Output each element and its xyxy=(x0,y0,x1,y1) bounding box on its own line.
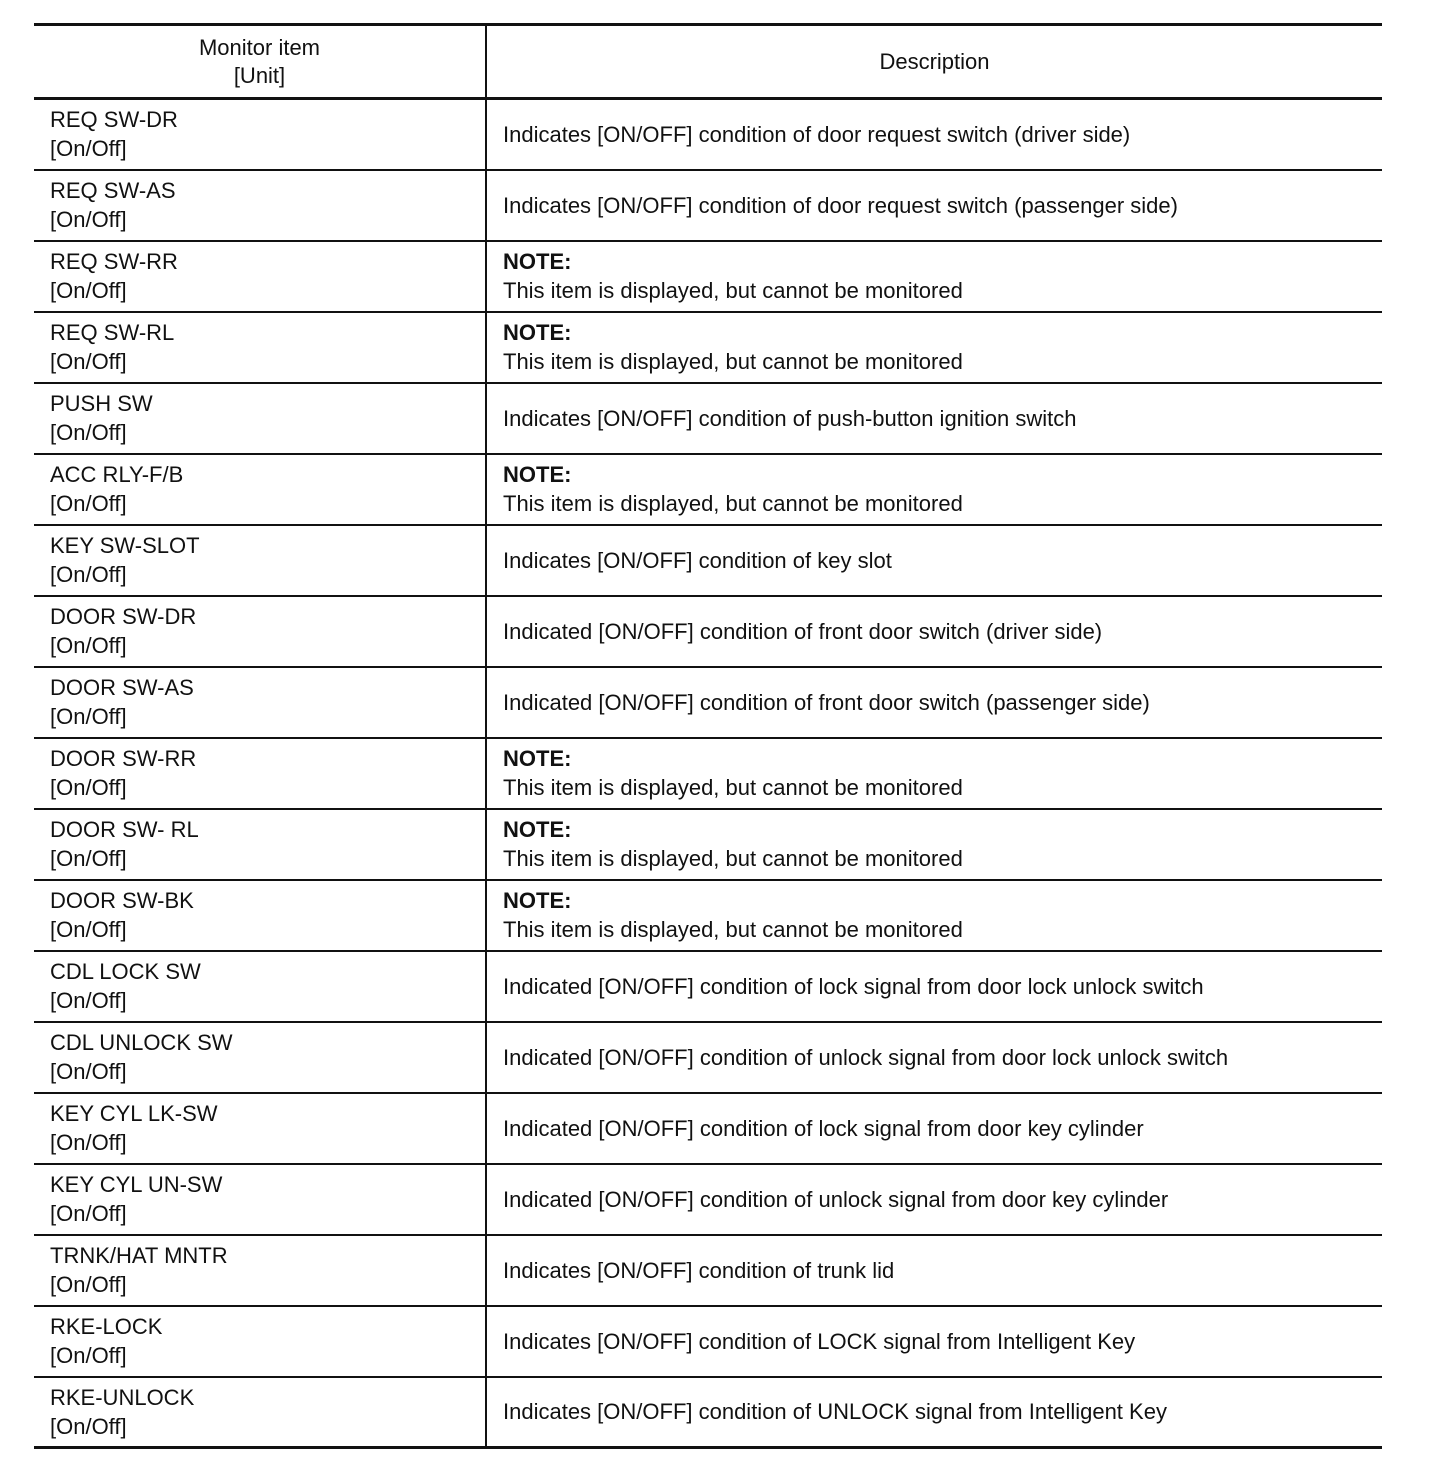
description-cell xyxy=(486,312,1382,383)
monitor-item-cell xyxy=(34,1377,486,1448)
description-cell xyxy=(486,1306,1382,1377)
monitor-item-unit: [On/Off] xyxy=(50,1413,127,1439)
monitor-item-cell xyxy=(34,170,486,241)
table-row xyxy=(34,596,1382,667)
header-description: Description xyxy=(486,25,1382,99)
header-unit-label: [Unit] xyxy=(233,62,286,88)
description-cell xyxy=(486,1235,1382,1306)
table-row xyxy=(34,454,1382,525)
monitor-item-unit: [On/Off] xyxy=(50,562,127,587)
monitor-item-name: REQ SW-AS xyxy=(50,178,176,203)
description-cell xyxy=(486,809,1382,880)
monitor-item-name: KEY CYL UN-SW xyxy=(50,1172,223,1197)
table-row xyxy=(34,525,1382,596)
table-row xyxy=(34,951,1382,1022)
description-text: Indicated [ON/OFF] condition of lock signal from door key cylinder xyxy=(503,1115,1144,1141)
description-text: Indicates [ON/OFF] condition of key slot xyxy=(503,547,892,573)
description-cell xyxy=(486,525,1382,596)
description-text: Indicates [ON/OFF] condition of push-button ignition switch xyxy=(503,405,1077,431)
monitor-item-cell xyxy=(34,951,486,1022)
monitor-item-unit: [On/Off] xyxy=(50,917,127,942)
description-text: This item is displayed, but cannot be monitored xyxy=(503,491,963,516)
monitor-item-unit: [On/Off] xyxy=(50,775,127,800)
table-row xyxy=(34,1306,1382,1377)
monitor-item-cell xyxy=(34,525,486,596)
monitor-item-name: REQ SW-DR xyxy=(50,107,178,133)
monitor-item-name: DOOR SW- RL xyxy=(50,817,199,842)
monitor-item-cell xyxy=(34,667,486,738)
monitor-item-unit: [On/Off] xyxy=(50,491,127,516)
description-cell xyxy=(486,951,1382,1022)
table-row xyxy=(34,1022,1382,1093)
monitor-item-unit: [On/Off] xyxy=(50,1201,127,1226)
monitor-item-cell xyxy=(34,1164,486,1235)
description-cell xyxy=(486,880,1382,951)
description-text: This item is displayed, but cannot be monitored xyxy=(503,917,963,942)
description-cell xyxy=(486,1164,1382,1235)
monitor-item-unit: [On/Off] xyxy=(50,420,127,445)
header-item-label: Monitor item xyxy=(198,34,321,60)
table-row xyxy=(34,667,1382,738)
description-cell xyxy=(486,170,1382,241)
monitor-item-name: DOOR SW-BK xyxy=(50,888,194,913)
table-row xyxy=(34,99,1382,170)
table-row xyxy=(34,1377,1382,1448)
monitor-item-name: DOOR SW-RR xyxy=(50,746,197,771)
description-text: This item is displayed, but cannot be monitored xyxy=(503,349,963,374)
note-label: NOTE: xyxy=(503,746,572,771)
monitor-item-unit: [On/Off] xyxy=(50,633,127,658)
monitor-item-cell xyxy=(34,1306,486,1377)
table-row xyxy=(34,170,1382,241)
monitor-item-name: DOOR SW-AS xyxy=(50,675,194,700)
monitor-item-cell xyxy=(34,880,486,951)
monitor-item-name: DOOR SW-DR xyxy=(50,604,197,629)
description-cell xyxy=(486,738,1382,809)
monitor-item-unit: [On/Off] xyxy=(50,207,127,232)
monitor-item-cell xyxy=(34,312,486,383)
monitor-item-cell xyxy=(34,809,486,880)
description-text: This item is displayed, but cannot be monitored xyxy=(503,278,963,303)
table-body xyxy=(34,99,1382,1448)
monitor-item-cell xyxy=(34,1235,486,1306)
description-cell xyxy=(486,1093,1382,1164)
description-cell xyxy=(486,1377,1382,1448)
monitor-item-name: KEY SW-SLOT xyxy=(50,533,200,558)
note-label: NOTE: xyxy=(503,462,572,487)
monitor-item-name: CDL UNLOCK SW xyxy=(50,1030,233,1055)
monitor-item-name: REQ SW-RL xyxy=(50,320,175,345)
monitor-item-cell xyxy=(34,1093,486,1164)
table-row xyxy=(34,383,1382,454)
table-row xyxy=(34,738,1382,809)
table-row xyxy=(34,880,1382,951)
monitor-item-name: RKE-UNLOCK xyxy=(50,1384,195,1410)
description-cell xyxy=(486,1022,1382,1093)
monitor-item-unit: [On/Off] xyxy=(50,1272,127,1297)
monitor-item-unit: [On/Off] xyxy=(50,1343,127,1368)
monitor-item-cell xyxy=(34,241,486,312)
monitor-item-unit: [On/Off] xyxy=(50,349,127,374)
monitor-item-name: REQ SW-RR xyxy=(50,249,178,274)
monitor-item-unit: [On/Off] xyxy=(50,846,127,871)
monitor-item-unit: [On/Off] xyxy=(50,988,127,1013)
description-text: Indicates [ON/OFF] condition of door request switch (passenger side) xyxy=(503,192,1178,218)
table-row xyxy=(34,241,1382,312)
description-text: Indicates [ON/OFF] condition of LOCK signal from Intelligent Key xyxy=(503,1328,1136,1354)
monitor-item-name: TRNK/HAT MNTR xyxy=(50,1243,228,1268)
table-header-row xyxy=(34,25,1382,99)
note-label: NOTE: xyxy=(503,817,572,842)
monitor-item-unit: [On/Off] xyxy=(50,278,127,303)
description-text: Indicates [ON/OFF] condition of door request switch (driver side) xyxy=(503,121,1131,147)
table-row xyxy=(34,1093,1382,1164)
monitor-item-unit: [On/Off] xyxy=(50,1130,127,1155)
description-text: Indicates [ON/OFF] condition of trunk lid xyxy=(503,1257,895,1283)
table-row xyxy=(34,312,1382,383)
monitor-item-unit: [On/Off] xyxy=(50,704,127,729)
description-cell xyxy=(486,241,1382,312)
description-cell xyxy=(486,99,1382,170)
monitor-item-cell xyxy=(34,1022,486,1093)
monitor-item-name: RKE-LOCK xyxy=(50,1314,163,1339)
monitor-item-unit: [On/Off] xyxy=(50,1059,127,1084)
description-cell xyxy=(486,383,1382,454)
description-text: Indicated [ON/OFF] condition of unlock signal from door key cylinder xyxy=(503,1186,1169,1212)
description-text: Indicated [ON/OFF] condition of lock signal from door lock unlock switch xyxy=(503,973,1204,999)
table-row xyxy=(34,809,1382,880)
monitor-item-cell xyxy=(34,99,486,170)
monitor-item-cell xyxy=(34,454,486,525)
description-cell xyxy=(486,667,1382,738)
description-text: This item is displayed, but cannot be monitored xyxy=(503,775,963,800)
note-label: NOTE: xyxy=(503,888,572,913)
monitor-item-cell xyxy=(34,738,486,809)
note-label: NOTE: xyxy=(503,320,572,345)
description-text: Indicated [ON/OFF] condition of front door switch (driver side) xyxy=(503,618,1103,644)
monitor-item-name: CDL LOCK SW xyxy=(50,959,201,984)
header-monitor-item xyxy=(34,25,486,99)
description-text: This item is displayed, but cannot be monitored xyxy=(503,846,963,871)
description-cell xyxy=(486,454,1382,525)
monitor-item-cell xyxy=(34,383,486,454)
table-row xyxy=(34,1164,1382,1235)
monitor-item-name: KEY CYL LK-SW xyxy=(50,1101,218,1126)
description-text: Indicated [ON/OFF] condition of front door switch (passenger side) xyxy=(503,689,1150,715)
monitor-item-name: ACC RLY-F/B xyxy=(50,462,184,487)
description-text: Indicated [ON/OFF] condition of unlock signal from door lock unlock switch xyxy=(503,1044,1229,1070)
monitor-item-cell xyxy=(34,596,486,667)
monitor-item-unit: [On/Off] xyxy=(50,136,127,162)
monitor-item-table xyxy=(34,23,1382,1449)
monitor-item-name: PUSH SW xyxy=(50,391,153,416)
note-label: NOTE: xyxy=(503,249,572,274)
table-row xyxy=(34,1235,1382,1306)
description-text: Indicates [ON/OFF] condition of UNLOCK signal from Intelligent Key xyxy=(503,1399,1167,1425)
description-cell xyxy=(486,596,1382,667)
